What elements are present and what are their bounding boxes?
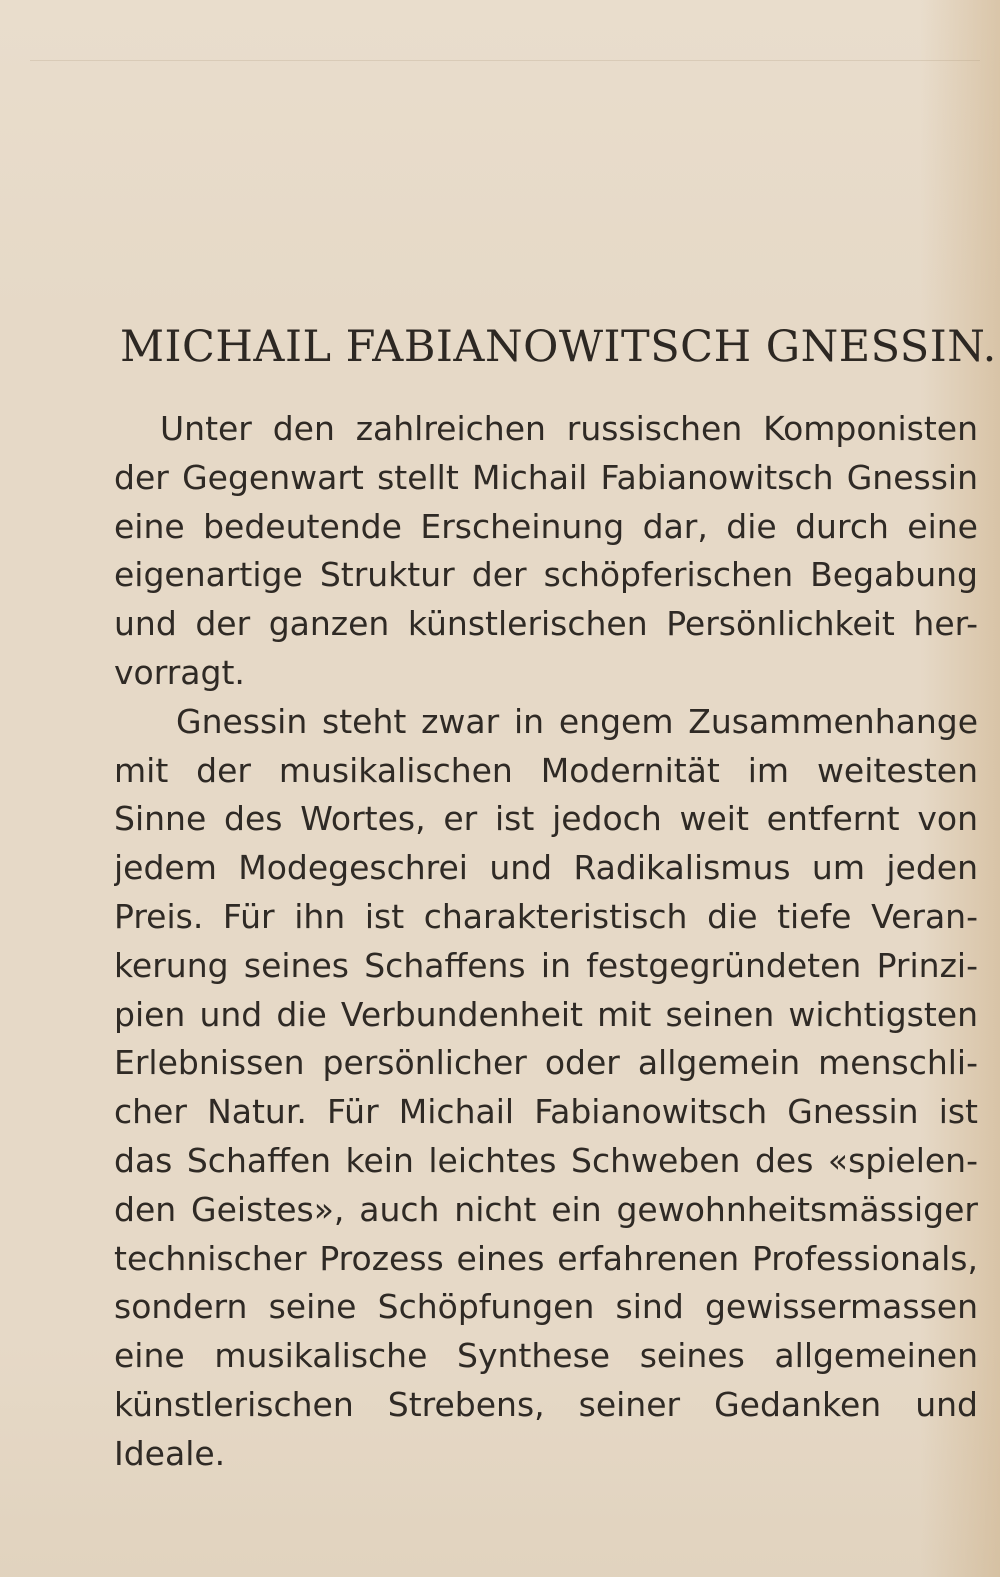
paragraph-2 (114, 698, 978, 1479)
text-line: Erlebnissen persönlicher oder allgemein menschli- (114, 1043, 978, 1083)
text-line: eine musikalische Synthese seines allgemeinen (114, 1336, 978, 1376)
text-line: Sinne des Wortes, er ist jedoch weit entfernt von (114, 799, 978, 839)
text-line: jedem Modegeschrei und Radikalismus um jeden (114, 848, 978, 888)
text-line: eine bedeutende Erscheinung dar, die durch eine (114, 506, 978, 546)
text-line: der Gegenwart stellt Michail Fabianowitsch Gnessin (114, 457, 978, 497)
text-line: sondern seine Schöpfungen sind gewissermassen (114, 1287, 978, 1327)
text-line: pien und die Verbundenheit mit seinen wichtigsten (114, 994, 978, 1034)
text-line: cher Natur. Für Michail Fabianowitsch Gnessin ist (114, 1092, 978, 1132)
text-line: und der ganzen künstlerischen Persönlichkeit her- (114, 604, 978, 644)
text-line: mit der musikalischen Modernität im weitesten (114, 750, 978, 790)
text-line: Unter den zahlreichen russischen Komponisten (160, 409, 978, 448)
text-line: Preis. Für ihn ist charakteristisch die tiefe Veran- (114, 896, 978, 936)
text-line: kerung seines Schaffens in festgegründeten Prinzi- (114, 945, 978, 985)
body-text (114, 405, 978, 1479)
text-line: vorragt. (114, 652, 245, 692)
text-line: den Geistes», auch nicht ein gewohnheitsmässiger (114, 1189, 978, 1229)
text-line: technischer Prozess eines erfahrenen Professionals, (114, 1238, 978, 1278)
text-line: eigenartige Struktur der schöpferischen Begabung (114, 555, 978, 595)
text-line: das Schaffen kein leichtes Schweben des «spielen- (114, 1140, 978, 1180)
page-edge-shadow (30, 60, 980, 61)
text-line: Ideale. (114, 1433, 226, 1473)
paragraph-1 (114, 405, 978, 698)
text-line: künstlerischen Strebens, seiner Gedanken und (114, 1384, 978, 1424)
text-line: Gnessin steht zwar in engem Zusammenhange (176, 701, 978, 741)
page-title: MICHAIL FABIANOWITSCH GNESSIN. (120, 322, 997, 372)
